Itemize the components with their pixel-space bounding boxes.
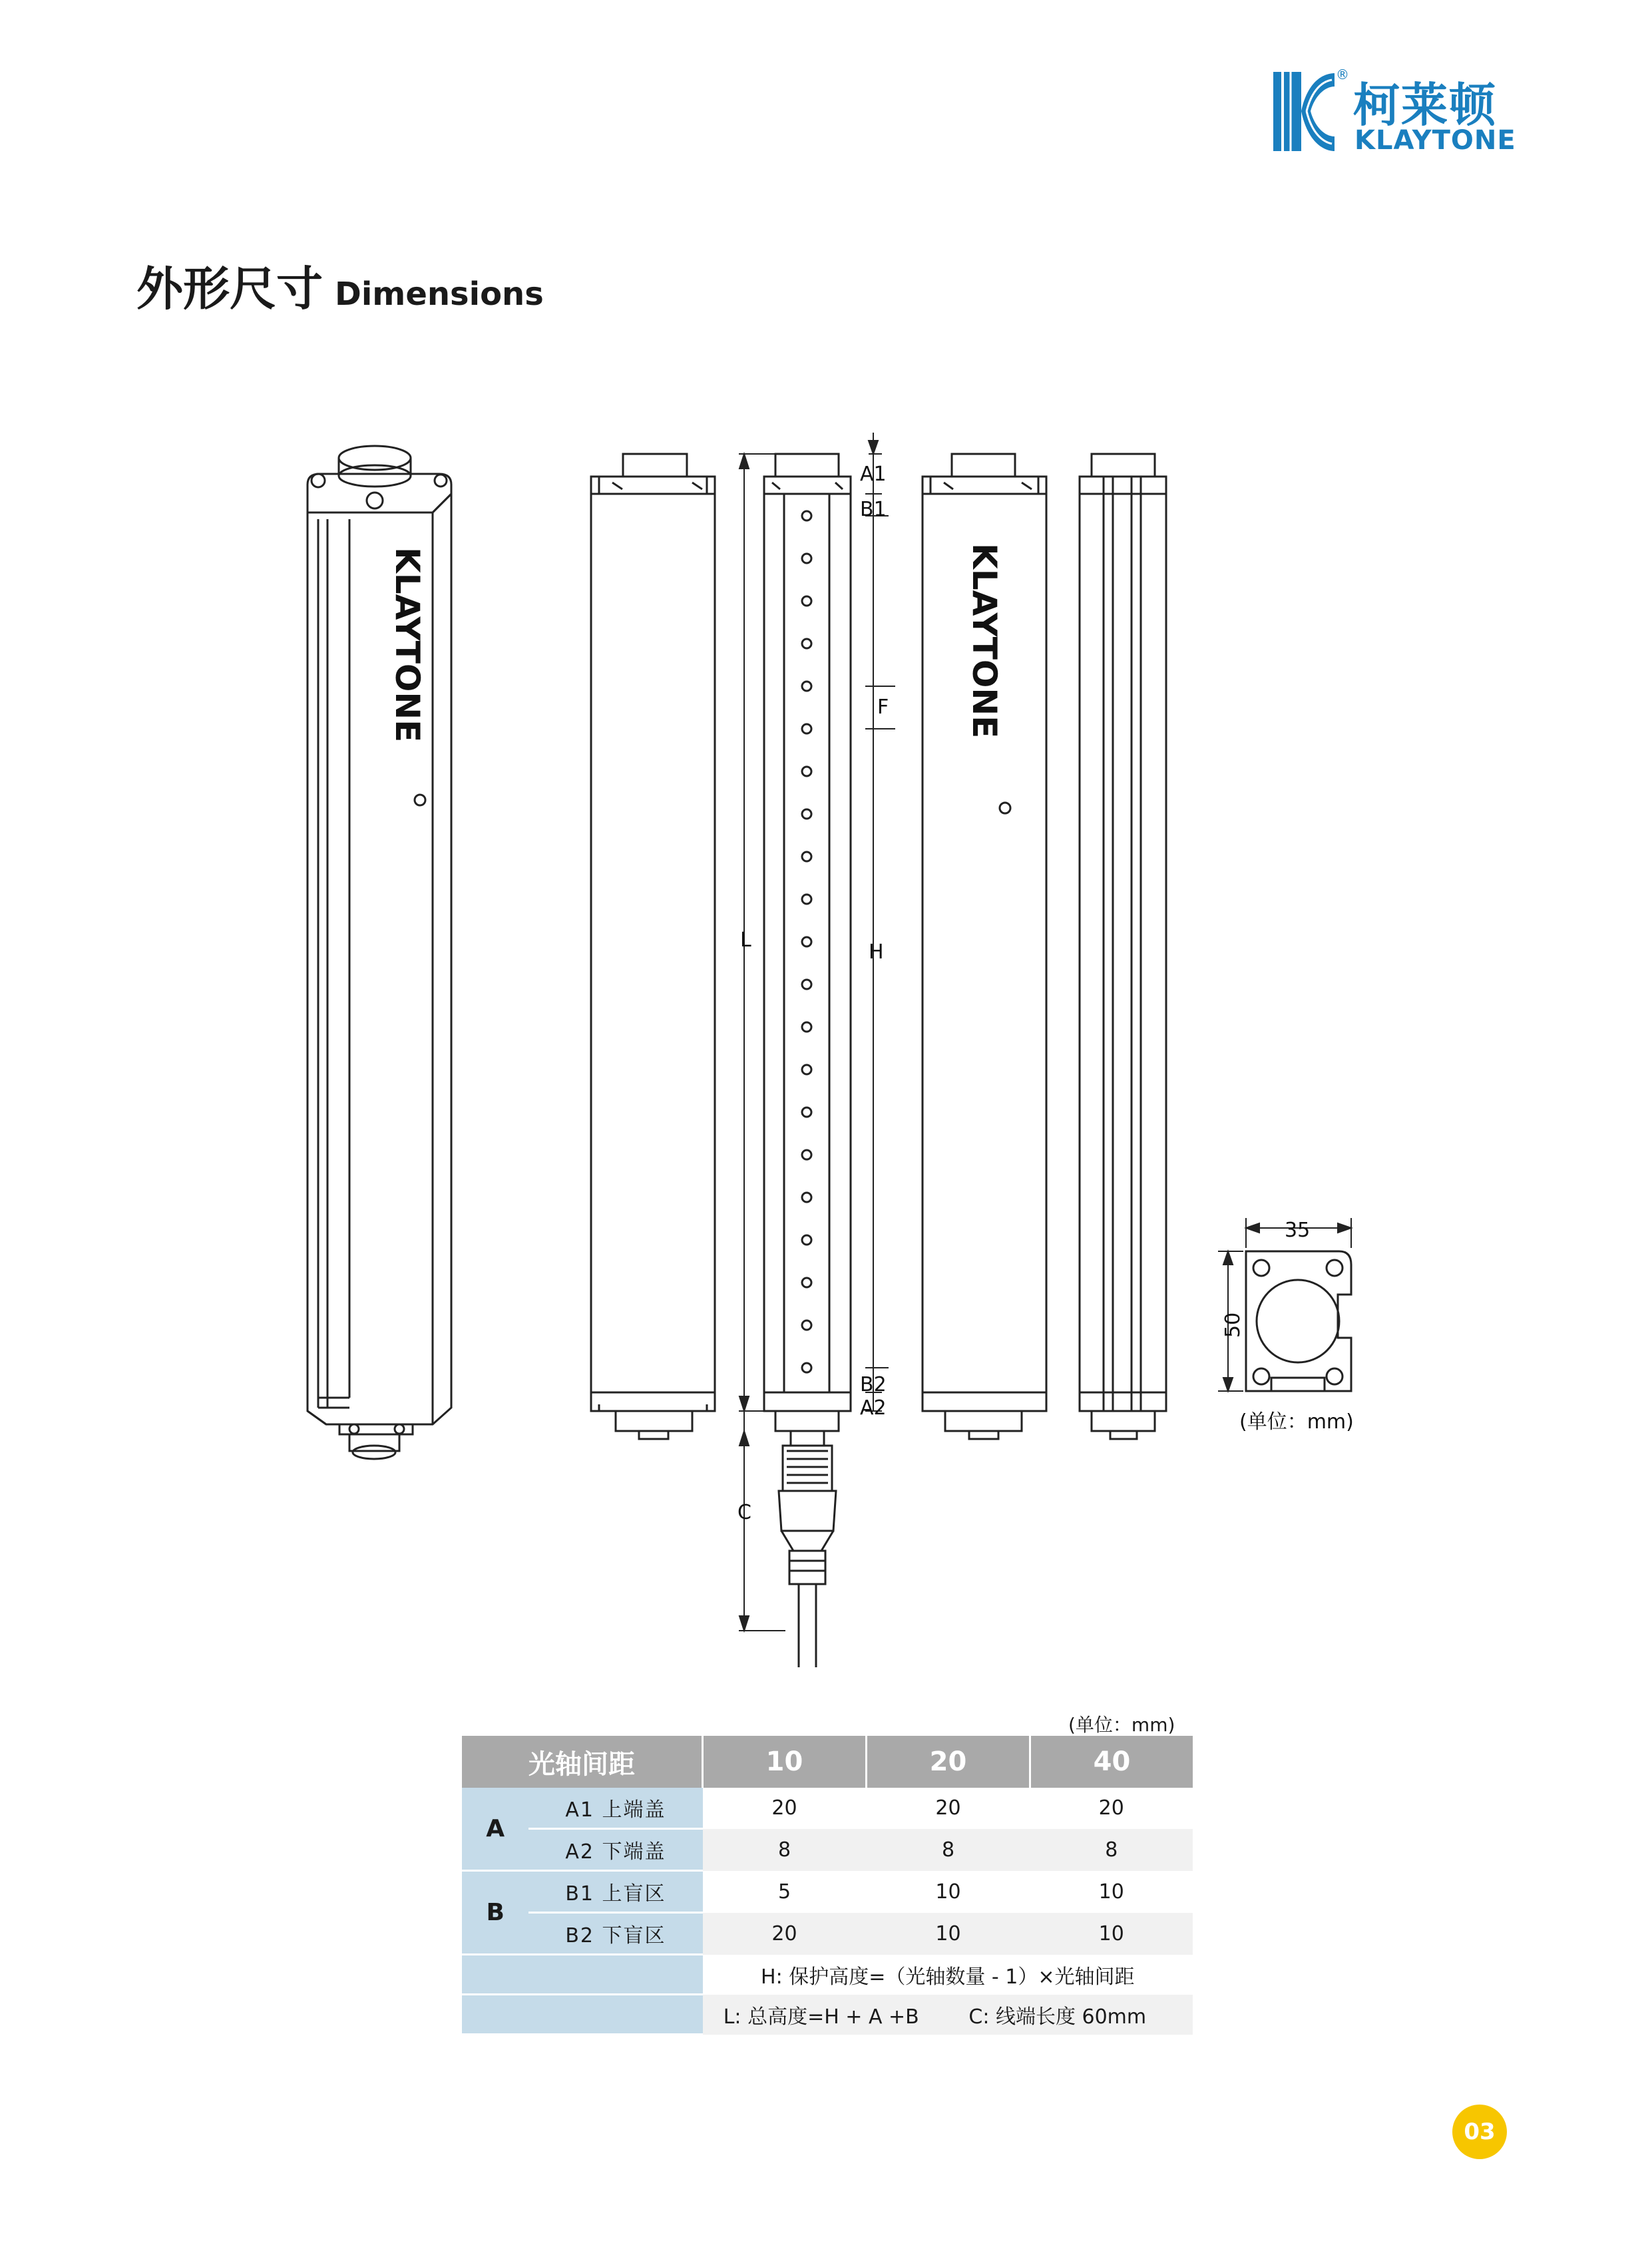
label-f: F	[877, 696, 889, 719]
formula-l: L: 总高度=H + A +B	[723, 2005, 919, 2029]
front-view-2-emitter	[764, 454, 851, 1431]
logo-english-name: KLAYTONE	[1354, 125, 1516, 156]
formula-h: H: 保护高度=（光轴数量 - 1）×光轴间距	[703, 1955, 1193, 1995]
cell: 20	[1030, 1788, 1193, 1829]
cell: 8	[1030, 1829, 1193, 1871]
header-pitch-40: 40	[1030, 1736, 1193, 1788]
dimension-lines	[739, 433, 1351, 1631]
label-width-35: 35	[1285, 1219, 1311, 1242]
cell: 10	[1030, 1871, 1193, 1913]
dimension-spec-table	[462, 1736, 1193, 2035]
cell: 5	[703, 1871, 867, 1913]
cell: 8	[703, 1829, 867, 1871]
cell: 8	[867, 1829, 1030, 1871]
beam-holes	[802, 511, 811, 1372]
table-unit-note: (单位：mm)	[1068, 1714, 1175, 1736]
cell: 10	[1030, 1913, 1193, 1955]
perspective-view	[308, 446, 451, 1459]
label-b2: B2	[860, 1373, 887, 1396]
perspective-brand-text: KLAYTONE	[388, 547, 427, 743]
cable-connector	[779, 1431, 836, 1667]
label-h: H	[869, 940, 884, 964]
cell: 20	[867, 1788, 1030, 1829]
blank-cell	[462, 1955, 703, 1995]
table-row	[462, 1995, 1193, 2035]
row-label-b2: B2 下盲区	[528, 1913, 702, 1955]
cell: 20	[703, 1788, 867, 1829]
blank-cell	[462, 1995, 703, 2035]
title-chinese: 外形尺寸	[136, 262, 323, 316]
side-view	[1080, 454, 1166, 1439]
label-a2: A2	[860, 1396, 887, 1420]
table-row	[462, 1788, 1193, 1829]
table-row	[462, 1913, 1193, 1955]
cross-section-unit-note: (单位：mm)	[1239, 1410, 1354, 1434]
registered-mark: ®	[1336, 67, 1349, 83]
table-row	[462, 1829, 1193, 1871]
group-b: B	[462, 1871, 528, 1955]
header-beam-pitch: 光轴间距	[462, 1736, 703, 1788]
logo-chinese-name: 柯莱顿	[1353, 78, 1497, 132]
front-view-1	[591, 454, 715, 1439]
row-label-a1: A1 上端盖	[528, 1788, 702, 1829]
front-brand-text: KLAYTONE	[965, 543, 1004, 739]
cross-section-view	[1246, 1251, 1351, 1391]
row-label-b1: B1 上盲区	[528, 1871, 702, 1913]
cell: 10	[867, 1871, 1030, 1913]
table-header-row	[462, 1736, 1193, 1788]
table-row	[462, 1871, 1193, 1913]
label-a1: A1	[860, 463, 887, 486]
table-row	[462, 1955, 1193, 1995]
title-english: Dimensions	[335, 276, 544, 313]
cell: 10	[867, 1913, 1030, 1955]
label-height-50: 50	[1221, 1312, 1245, 1338]
page-number-badge: 03	[1452, 2105, 1507, 2159]
row-label-a2: A2 下端盖	[528, 1829, 702, 1871]
formula-c: C: 线端长度 60mm	[968, 2005, 1147, 2029]
header-pitch-20: 20	[867, 1736, 1030, 1788]
formula-l-c-cell	[703, 1995, 1193, 2035]
header-pitch-10: 10	[703, 1736, 867, 1788]
group-a: A	[462, 1788, 528, 1871]
label-b1: B1	[860, 498, 887, 521]
cell: 20	[703, 1913, 867, 1955]
label-l: L	[740, 928, 751, 952]
label-c: C	[737, 1501, 751, 1524]
